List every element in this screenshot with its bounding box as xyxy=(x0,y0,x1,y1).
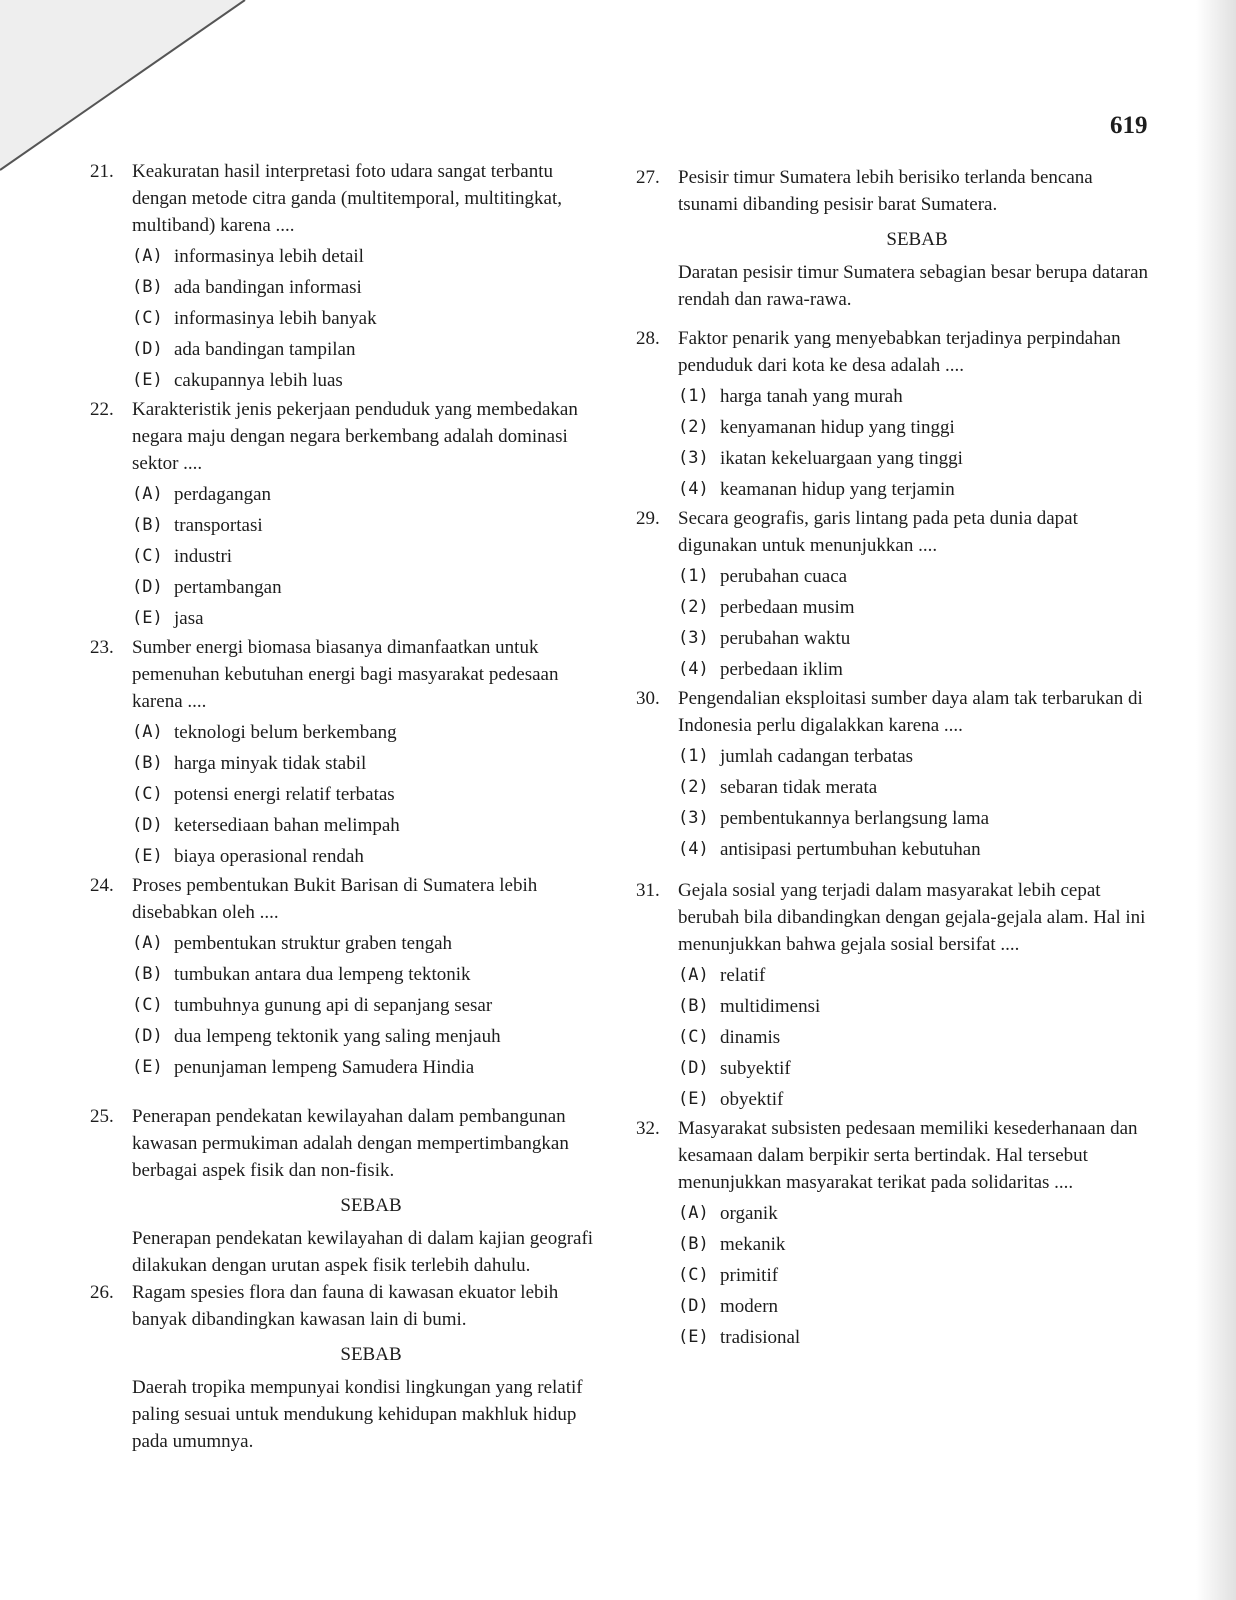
option-text: ikatan kekeluargaan yang tinggi xyxy=(720,448,963,469)
option[interactable] xyxy=(678,772,1156,803)
option-text: harga minyak tidak stabil xyxy=(174,753,367,774)
option-text: dua lempeng tektonik yang saling menjauh xyxy=(174,1026,501,1047)
question-text: Masyarakat subsisten pedesaan memiliki kesederhanaan dan kesamaan dalam berpikir serta bertindak. Hal tersebut menunjukkan masyarakat terikat pada solidaritas .... xyxy=(678,1118,1138,1193)
option-letter: (C) xyxy=(132,995,163,1015)
option[interactable] xyxy=(132,365,610,396)
option-letter: (C) xyxy=(132,784,163,804)
option-letter: (3) xyxy=(678,448,709,468)
option[interactable] xyxy=(678,623,1156,654)
option[interactable] xyxy=(678,381,1156,412)
option-letter: (E) xyxy=(678,1089,709,1109)
option-text: perubahan cuaca xyxy=(720,566,848,587)
option[interactable] xyxy=(132,810,610,841)
option-text: organik xyxy=(720,1203,778,1224)
option-text: tumbuhnya gunung api di sepanjang sesar xyxy=(174,995,493,1016)
option-letter: (2) xyxy=(678,777,709,797)
question-32 xyxy=(636,1115,1156,1353)
option-list xyxy=(678,960,1156,1115)
sebab-label: SEBAB xyxy=(886,229,948,250)
option-letter: (A) xyxy=(678,1203,709,1223)
option-letter: (E) xyxy=(132,1057,163,1077)
option[interactable] xyxy=(132,272,610,303)
option-text: informasinya lebih detail xyxy=(174,246,364,267)
question-text: Sumber energi biomasa biasanya dimanfaatkan untuk pemenuhan kebutuhan energi bagi masyarakat pedesaan karena .... xyxy=(132,637,559,712)
option-letter: (1) xyxy=(678,746,709,766)
option[interactable] xyxy=(678,1198,1156,1229)
option[interactable] xyxy=(678,474,1156,505)
option-text: modern xyxy=(720,1296,779,1317)
option[interactable] xyxy=(678,561,1156,592)
option[interactable] xyxy=(132,748,610,779)
option[interactable] xyxy=(678,1022,1156,1053)
option[interactable] xyxy=(678,654,1156,685)
question-21 xyxy=(90,158,610,396)
left-column xyxy=(90,158,610,1455)
option-letter: (A) xyxy=(132,484,163,504)
option-list xyxy=(132,928,610,1083)
question-text: Secara geografis, garis lintang pada peta dunia dapat digunakan untuk menunjukkan .... xyxy=(678,508,1078,556)
option-letter: (3) xyxy=(678,808,709,828)
option-text: perubahan waktu xyxy=(720,628,851,649)
option-text: penunjaman lempeng Samudera Hindia xyxy=(174,1057,475,1078)
question-28 xyxy=(636,325,1156,505)
question-23 xyxy=(90,634,610,872)
option-text: industri xyxy=(174,546,233,567)
question-number: 25. xyxy=(90,1106,114,1127)
question-text: Faktor penarik yang menyebabkan terjadinya perpindahan penduduk dari kota ke desa adalah .... xyxy=(678,328,1121,376)
option-text: teknologi belum berkembang xyxy=(174,722,397,743)
option[interactable] xyxy=(132,717,610,748)
option[interactable] xyxy=(678,803,1156,834)
question-text: Pengendalian eksploitasi sumber daya alam tak terbarukan di Indonesia perlu digalakkan karena .... xyxy=(678,688,1143,736)
question-text: Karakteristik jenis pekerjaan penduduk yang membedakan negara maju dengan negara berkembang adalah dominasi sektor .... xyxy=(132,399,578,474)
question-30 xyxy=(636,685,1156,865)
option-text: mekanik xyxy=(720,1234,786,1255)
question-number: 23. xyxy=(90,637,114,658)
option-letter: (E) xyxy=(132,608,163,628)
option-letter: (2) xyxy=(678,417,709,437)
option-letter: (B) xyxy=(132,277,163,297)
question-31 xyxy=(636,877,1156,1115)
option-list xyxy=(132,717,610,872)
option-text: multidimensi xyxy=(720,996,821,1017)
question-number: 26. xyxy=(90,1282,114,1303)
option[interactable] xyxy=(132,603,610,634)
question-26 xyxy=(90,1279,610,1455)
option-text: jasa xyxy=(174,608,204,629)
option-letter: (D) xyxy=(132,1026,163,1046)
question-25 xyxy=(90,1103,610,1279)
option-text: biaya operasional rendah xyxy=(174,846,364,867)
sebab-label: SEBAB xyxy=(340,1195,402,1216)
right-column xyxy=(636,164,1156,1353)
option-letter: (2) xyxy=(678,597,709,617)
option-letter: (4) xyxy=(678,479,709,499)
option-text: perbedaan musim xyxy=(720,597,855,618)
option-text: tradisional xyxy=(720,1327,801,1348)
option-text: tumbukan antara dua lempeng tektonik xyxy=(174,964,471,985)
option-text: ketersediaan bahan melimpah xyxy=(174,815,400,836)
option-letter: (C) xyxy=(132,546,163,566)
question-text: Keakuratan hasil interpretasi foto udara sangat terbantu dengan metode citra ganda (multitemporal, multitingkat, multiband) karena .... xyxy=(132,161,563,236)
option[interactable] xyxy=(678,834,1156,865)
question-24 xyxy=(90,872,610,1083)
option[interactable] xyxy=(678,1260,1156,1291)
option-list xyxy=(678,561,1156,685)
option-letter: (C) xyxy=(132,308,163,328)
question-text: Proses pembentukan Bukit Barisan di Sumatera lebih disebabkan oleh .... xyxy=(132,875,538,923)
page-edge-shadow xyxy=(1196,0,1236,1600)
question-27 xyxy=(636,164,1156,313)
option[interactable] xyxy=(132,479,610,510)
option-text: pembentukannya berlangsung lama xyxy=(720,808,990,829)
option-letter: (B) xyxy=(132,753,163,773)
option-text: harga tanah yang murah xyxy=(720,386,903,407)
question-text: Gejala sosial yang terjadi dalam masyarakat lebih cepat berubah bila dibandingkan dengan gejala-gejala alam. Hal ini menunjukkan bahwa gejala sosial bersifat .... xyxy=(678,880,1146,955)
option-text: sebaran tidak merata xyxy=(720,777,878,798)
option-text: kenyamanan hidup yang tinggi xyxy=(720,417,955,438)
option[interactable] xyxy=(132,241,610,272)
reason-text: Penerapan pendekatan kewilayahan di dalam kajian geografi dilakukan dengan urutan aspek fisik terlebih dahulu. xyxy=(132,1228,594,1276)
question-text: Pesisir timur Sumatera lebih berisiko terlanda bencana tsunami dibanding pesisir barat Sumatera. xyxy=(678,167,1093,215)
question-number: 21. xyxy=(90,161,114,182)
option[interactable] xyxy=(132,572,610,603)
option[interactable] xyxy=(678,1291,1156,1322)
option-text: pembentukan struktur graben tengah xyxy=(174,933,453,954)
question-number: 24. xyxy=(90,875,114,896)
option-text: cakupannya lebih luas xyxy=(174,370,343,391)
question-number: 29. xyxy=(636,508,660,529)
question-number: 31. xyxy=(636,880,660,901)
option-letter: (4) xyxy=(678,659,709,679)
option[interactable] xyxy=(678,592,1156,623)
question-number: 27. xyxy=(636,167,660,188)
option-letter: (E) xyxy=(132,370,163,390)
option-text: ada bandingan tampilan xyxy=(174,339,356,360)
option[interactable] xyxy=(132,959,610,990)
option-text: pertambangan xyxy=(174,577,282,598)
option[interactable] xyxy=(132,928,610,959)
option[interactable] xyxy=(678,991,1156,1022)
option-text: relatif xyxy=(720,965,766,986)
option-letter: (A) xyxy=(678,965,709,985)
option[interactable] xyxy=(132,990,610,1021)
option-text: perdagangan xyxy=(174,484,272,505)
option[interactable] xyxy=(132,779,610,810)
question-number: 32. xyxy=(636,1118,660,1139)
option-text: primitif xyxy=(720,1265,779,1286)
option-text: antisipasi pertumbuhan kebutuhan xyxy=(720,839,981,860)
option-letter: (C) xyxy=(678,1027,709,1047)
option-text: obyektif xyxy=(720,1089,784,1110)
option-letter: (E) xyxy=(678,1327,709,1347)
option-letter: (4) xyxy=(678,839,709,859)
option-text: informasinya lebih banyak xyxy=(174,308,377,329)
question-number: 30. xyxy=(636,688,660,709)
page-number: 619 xyxy=(1110,112,1148,139)
option-letter: (D) xyxy=(678,1296,709,1316)
question-29 xyxy=(636,505,1156,685)
option[interactable] xyxy=(678,443,1156,474)
option-letter: (A) xyxy=(132,933,163,953)
option[interactable] xyxy=(132,541,610,572)
option-letter: (C) xyxy=(678,1265,709,1285)
option[interactable] xyxy=(132,334,610,365)
option[interactable] xyxy=(132,1021,610,1052)
option-letter: (D) xyxy=(132,339,163,359)
reason-text: Daerah tropika mempunyai kondisi lingkungan yang relatif paling sesuai untuk mendukung kehidupan makhluk hidup pada umumnya. xyxy=(132,1377,583,1452)
option[interactable] xyxy=(678,1084,1156,1115)
reason-text: Daratan pesisir timur Sumatera sebagian besar berupa dataran rendah dan rawa-rawa. xyxy=(678,262,1149,310)
question-text: Ragam spesies flora dan fauna di kawasan ekuator lebih banyak dibandingkan kawasan lain di bumi. xyxy=(132,1282,559,1330)
option-letter: (1) xyxy=(678,566,709,586)
option-letter: (B) xyxy=(678,996,709,1016)
option-letter: (D) xyxy=(678,1058,709,1078)
option-letter: (A) xyxy=(132,722,163,742)
option[interactable] xyxy=(678,412,1156,443)
option-text: transportasi xyxy=(174,515,263,536)
option-list xyxy=(678,741,1156,865)
option-text: potensi energi relatif terbatas xyxy=(174,784,395,805)
option[interactable] xyxy=(678,1322,1156,1353)
option-text: perbedaan iklim xyxy=(720,659,843,680)
question-text: Penerapan pendekatan kewilayahan dalam pembangunan kawasan permukiman adalah dengan mempertimbangkan berbagai aspek fisik dan non-fisik. xyxy=(132,1106,569,1181)
option-letter: (B) xyxy=(132,964,163,984)
option-text: subyektif xyxy=(720,1058,791,1079)
question-22 xyxy=(90,396,610,634)
option-letter: (D) xyxy=(132,577,163,597)
option-text: jumlah cadangan terbatas xyxy=(720,746,914,767)
option[interactable] xyxy=(132,1052,610,1083)
question-number: 22. xyxy=(90,399,114,420)
option-text: dinamis xyxy=(720,1027,781,1048)
option[interactable] xyxy=(678,1229,1156,1260)
question-number: 28. xyxy=(636,328,660,349)
option[interactable] xyxy=(132,303,610,334)
option-letter: (E) xyxy=(132,846,163,866)
option-letter: (1) xyxy=(678,386,709,406)
option[interactable] xyxy=(678,741,1156,772)
option-list xyxy=(132,241,610,396)
option[interactable] xyxy=(132,510,610,541)
option-list xyxy=(132,479,610,634)
option-letter: (B) xyxy=(678,1234,709,1254)
option-list xyxy=(678,381,1156,505)
option-list xyxy=(678,1198,1156,1353)
option[interactable] xyxy=(678,1053,1156,1084)
option-letter: (A) xyxy=(132,246,163,266)
option-letter: (B) xyxy=(132,515,163,535)
option-text: ada bandingan informasi xyxy=(174,277,362,298)
option[interactable] xyxy=(132,841,610,872)
option-text: keamanan hidup yang terjamin xyxy=(720,479,955,500)
option[interactable] xyxy=(678,960,1156,991)
sebab-label: SEBAB xyxy=(340,1344,402,1365)
option-letter: (D) xyxy=(132,815,163,835)
option-letter: (3) xyxy=(678,628,709,648)
